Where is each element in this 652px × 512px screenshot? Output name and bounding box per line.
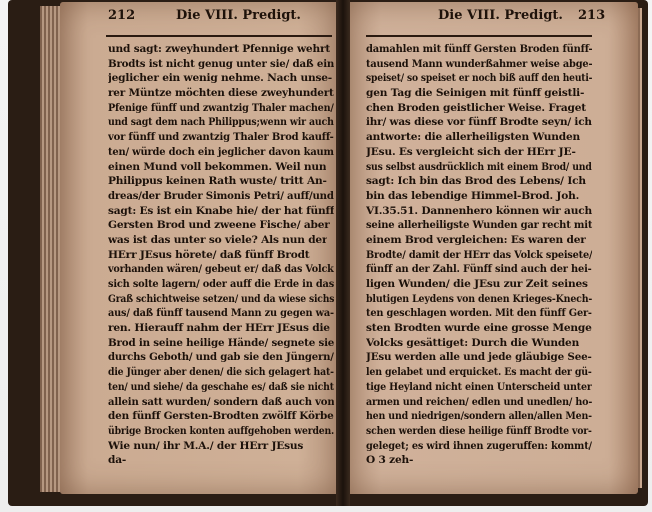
text-line: Brodte/ damit der HErr das Volck speisete/ bbox=[366, 248, 593, 261]
text-line: sus selbst ausdrücklich mit einem Brod/ und bbox=[366, 160, 592, 173]
text-line: schen werden diese heilige fünff Brodte vor- bbox=[366, 424, 592, 437]
text-line: ihr/ was diese vor fünff Brodte seyn/ ich bbox=[366, 116, 592, 129]
text-line: antworte: die allerheiligsten Wunden bbox=[366, 131, 580, 144]
text-line: geleget; es wird ihnen zugeruffen: kommt/ bbox=[366, 439, 592, 452]
text-line: Volcks gesättiget: Durch die Wunden bbox=[366, 336, 580, 349]
spine-gutter bbox=[336, 0, 350, 506]
text-line: und sagt dem nach Philippus;wenn wir auch bbox=[108, 116, 334, 129]
left-header-rule bbox=[106, 35, 332, 37]
text-line: ten geschlagen worden. Mit den fünff Ger- bbox=[366, 307, 592, 320]
text-line: blutigen Leydens von denen Krieges-Knech- bbox=[366, 292, 593, 305]
text-line: einem Brod vergleichen: Es waren der bbox=[366, 233, 586, 246]
text-line: damahlen mit fünff Gersten Broden fünff- bbox=[366, 43, 593, 55]
right-page-body bbox=[366, 42, 594, 468]
left-page-number: 212 bbox=[108, 8, 136, 23]
text-line: Gersten Brod und zweene Fische/ aber bbox=[108, 219, 330, 232]
text-line: len gelabet und erquicket. Es macht der gü- bbox=[366, 366, 592, 379]
text-line: ten/ und siehe/ da geschahe es/ daß sie nicht bbox=[108, 380, 334, 393]
text-line: ten/ würde doch ein jeglicher davon kaum bbox=[108, 145, 334, 158]
text-line: VI.35.51. Dannenhero können wir auch bbox=[366, 204, 592, 217]
text-line: einen Mund voll bekommen. Weil nun bbox=[108, 160, 327, 173]
text-line: vorhanden wären/ gebeut er/ daß das Volck bbox=[108, 263, 334, 276]
text-line: was ist das unter so viele? Als nun der bbox=[108, 233, 328, 246]
text-line: sich solte lagern/ oder auff die Erde in das bbox=[108, 278, 335, 290]
left-running-head: Die VIII. Predigt. bbox=[176, 8, 301, 23]
text-line: allein satt wurden/ sondern daß auch von bbox=[108, 395, 335, 408]
text-line: seine allerheiligste Wunden gar recht mit bbox=[366, 219, 593, 232]
text-line: Wie nun/ ihr M.A./ der HErr JEsus bbox=[108, 439, 304, 452]
text-line: da- bbox=[108, 454, 127, 467]
text-line: jeglicher ein wenig nehme. Nach unse- bbox=[108, 72, 332, 85]
text-line: HErr JEsus hörete/ daß fünff Brodt bbox=[108, 248, 310, 261]
text-line: übrige Brocken konten auffgehoben werden. bbox=[108, 424, 335, 437]
text-line: und sagt: zweyhundert Pfennige wehrt bbox=[108, 43, 331, 55]
text-line: armen und reichen/ edlen und unedlen/ ho- bbox=[366, 395, 593, 408]
text-line: chen Broden geistlicher Weise. Fraget bbox=[366, 101, 586, 114]
left-page-body bbox=[108, 42, 336, 468]
text-line: bin das lebendige Himmel-Brod. Joh. bbox=[366, 189, 580, 202]
text-line: JEsu werden alle und jede gläubige See- bbox=[366, 351, 592, 364]
text-line: O 3 zeh- bbox=[366, 454, 414, 467]
text-line: sagt: Es ist ein Knabe hie/ der hat fünff bbox=[108, 204, 335, 217]
text-line: Brodts ist nicht genug unter sie/ daß ein bbox=[108, 57, 335, 70]
text-line: speiset/ so speiset er noch biß auff den heuti- bbox=[366, 72, 593, 85]
text-line: Brod in seine heilige Hände/ segnete sie bbox=[108, 336, 335, 349]
text-line: den fünff Gersten-Brodten zwölff Körbe bbox=[108, 410, 334, 423]
right-running-head: Die VIII. Predigt. bbox=[438, 8, 563, 23]
text-line: Graß schichtweise setzen/ und da wiese sichs bbox=[108, 292, 335, 305]
text-line: aus/ daß fünff tausend Mann zu gegen wa- bbox=[108, 307, 334, 320]
right-page-number: 213 bbox=[578, 8, 606, 23]
text-line: ren. Hierauff nahm der HErr JEsus die bbox=[108, 322, 330, 335]
text-line: sagt: Ich bin das Brod des Lebens/ Ich bbox=[366, 175, 586, 188]
text-line: vor fünff und zwantzig Thaler Brod kauff- bbox=[108, 131, 334, 144]
text-line: hen und niedrigen/sondern allen/allen Men- bbox=[366, 410, 592, 423]
text-line: tausend Mann wunderßahmer weise abge- bbox=[366, 57, 593, 70]
text-line: dreas/der Bruder Simonis Petri/ auff/und bbox=[108, 189, 334, 202]
text-line: die Jünger aber denen/ die sich gelagert hat- bbox=[108, 366, 334, 379]
text-line: tige Heyland nicht einen Unterscheid unter bbox=[366, 380, 592, 393]
text-line: gen Tag die Seinigen mit fünff geistli- bbox=[366, 87, 585, 100]
text-line: sten Brodten wurde eine grosse Menge bbox=[366, 322, 592, 335]
text-line: fünff an der Zahl. Fünff sind auch der hei- bbox=[366, 263, 592, 276]
text-line: durchs Geboth/ und gab sie den Jüngern/ bbox=[108, 351, 334, 364]
text-line: ligen Wunden/ die JEsu zur Zeit seines bbox=[366, 278, 588, 290]
text-line: Philippus keinen Rath wuste/ tritt An- bbox=[108, 175, 327, 188]
page-edges-left bbox=[40, 6, 62, 492]
text-line: JEsu. Es vergleicht sich der HErr JE- bbox=[366, 145, 576, 158]
text-line: Pfenige fünff und zwantzig Thaler machen/ bbox=[108, 101, 334, 114]
text-line: rer Müntze möchten diese zweyhundert bbox=[108, 87, 334, 100]
right-header-rule bbox=[366, 35, 592, 37]
